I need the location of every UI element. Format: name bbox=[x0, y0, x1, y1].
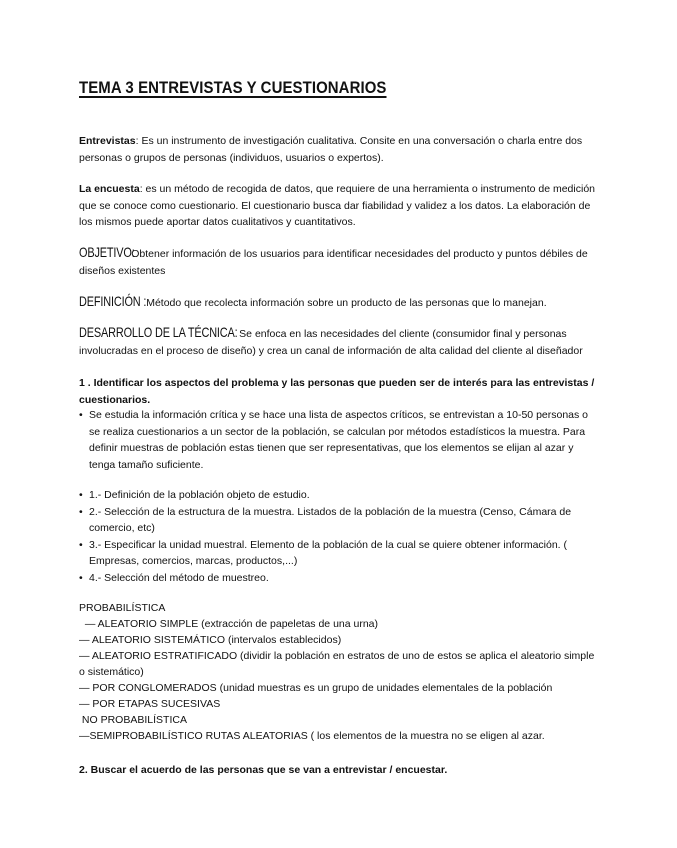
desarrollo-paragraph bbox=[79, 324, 599, 359]
sampling-list bbox=[79, 600, 599, 744]
definicion-text: Método que recolecta información sobre un producto de las personas que lo manejan. bbox=[143, 297, 547, 309]
encuesta-text: : es un método de recogida de datos, que requiere de una herramienta o instrumento de medición que se conoce como cuestionario. El cuestionario busca dar fiabilidad y validez a los datos. La elaboración de los mismos puede aportar datos cualitativos y cuantitativos. bbox=[79, 183, 595, 228]
sampling-item: — ALEATORIO SISTEMÁTICO (intervalos establecidos) bbox=[79, 634, 342, 646]
sampling-no-probabilistica: NO PROBABILÍSTICA bbox=[79, 714, 187, 726]
sampling-item: —SEMIPROBABILÍSTICO RUTAS ALEATORIAS ( los elementos de la muestra no se eligen al azar. bbox=[79, 730, 545, 742]
entrevistas-term: Entrevistas bbox=[79, 135, 136, 147]
sampling-item: — POR ETAPAS SUCESIVAS bbox=[79, 698, 221, 710]
step1-bullet: • Se estudia la información crítica y se hace una lista de aspectos críticos, se entrevistan a 10-50 personas o se realiza cuestionarios a un sector de la población, se calculan por métodos estadísticos la muestra. Para definir muestras de población estas tienen que ser representativas, que los elementos se elijan al azar y tenga tamaño suficiente. bbox=[79, 407, 599, 473]
objetivo-paragraph bbox=[79, 244, 599, 279]
objetivo-text: Obtener información de los usuarios para identificar necesidades del producto y puntos débiles de diseños existentes bbox=[79, 248, 588, 277]
sampling-probabilistica: PROBABILÍSTICA bbox=[79, 602, 166, 614]
entrevistas-text: : Es un instrumento de investigación cualitativa. Consite en una conversación o charla entre dos personas o grupos de personas (individuos, usuarios o expertos). bbox=[79, 135, 583, 164]
page-title: TEMA 3 ENTREVISTAS Y CUESTIONARIOS bbox=[79, 78, 387, 97]
list-item: • 2.- Selección de la estructura de la muestra. Listados de la población de la muestra (Censo, Cámara de comercio, etc) bbox=[79, 504, 599, 537]
desarrollo-text: Se enfoca en las necesidades del cliente (consumidor final y personas involucradas en el proceso de diseño) y crea un canal de información de alta calidad del cliente al diseñador bbox=[79, 328, 583, 357]
encuesta-paragraph bbox=[79, 181, 599, 231]
steps-list bbox=[79, 487, 599, 586]
sampling-item: — ALEATORIO SIMPLE (extracción de papeletas de una urna) bbox=[79, 618, 379, 630]
encuesta-term: La encuesta bbox=[79, 183, 140, 195]
list-item: • 1.- Definición de la población objeto de estudio. bbox=[79, 487, 599, 504]
entrevistas-paragraph bbox=[79, 133, 599, 166]
desarrollo-heading: DESARROLLO DE LA TÉCNICA: bbox=[79, 324, 238, 340]
sampling-item: — ALEATORIO ESTRATIFICADO (dividir la población en estratos de uno de estos se aplica el aleatorio simple o sistemático) bbox=[79, 650, 595, 678]
step2-title: 2. Buscar el acuerdo de las personas que se van a entrevistar / encuestar. bbox=[79, 764, 448, 776]
step1-title: 1 . Identificar los aspectos del problema y las personas que pueden ser de interés para las entrevistas / cuestionarios. bbox=[79, 377, 595, 406]
objetivo-heading: OBJETIVO: bbox=[79, 244, 135, 260]
list-item: • 3.- Especificar la unidad muestral. Elemento de la población de la cual se quiere obtener información. ( Empresas, comercios, marcas, productos,...) bbox=[79, 537, 599, 570]
sampling-item: — POR CONGLOMERADOS (unidad muestras es un grupo de unidades elementales de la población bbox=[79, 682, 553, 694]
step1-bullets bbox=[79, 407, 599, 473]
definicion-heading: DEFINICIÓN : bbox=[79, 293, 147, 309]
definicion-paragraph bbox=[79, 293, 599, 312]
list-item: • 4.- Selección del método de muestreo. bbox=[79, 570, 599, 587]
